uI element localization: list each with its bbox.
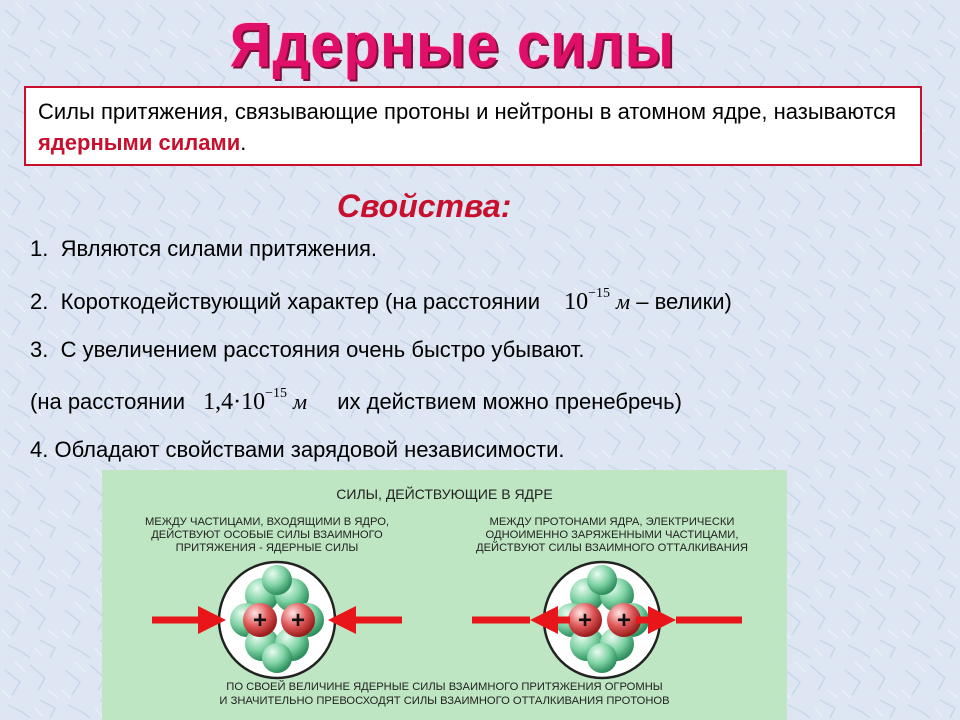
neutron: [262, 565, 292, 595]
distance-exponent: −15: [588, 286, 611, 301]
right-caption-line: МЕЖДУ ПРОТОНАМИ ЯДРА, ЭЛЕКТРИЧЕСКИ: [489, 516, 735, 528]
definition-end: .: [240, 130, 247, 155]
definition-box: [24, 86, 922, 166]
left-caption-line: МЕЖДУ ЧАСТИЦАМИ, ВХОДЯЩИМИ В ЯДРО,: [144, 516, 390, 528]
distance-formula: [564, 286, 631, 315]
property-2-number: 2.: [30, 289, 49, 314]
left-caption-line: ПРИТЯЖЕНИЯ - ЯДЕРНЫЕ СИЛЫ: [175, 542, 359, 554]
property-3-number: 3.: [30, 337, 49, 362]
property-2-text: Короткодействующий характер (на расстоянии: [60, 289, 541, 314]
proton-sign: +: [252, 607, 268, 634]
bottom-caption: [102, 680, 787, 708]
note-formula: [203, 386, 308, 415]
property-4: [30, 437, 564, 463]
figure-title: СИЛЫ, ДЕЙСТВУЮЩИЕ В ЯДРЕ: [336, 486, 553, 502]
left-nucleus: [219, 562, 335, 678]
property-1-text: Являются силами притяжения.: [60, 236, 378, 261]
proton-sign: +: [616, 607, 632, 634]
bottom-caption-line: ПО СВОЕЙ ВЕЛИЧИНЕ ЯДЕРНЫЕ СИЛЫ ВЗАИМНОГО ПРИТЯЖЕНИЯ ОГРОМНЫ: [226, 681, 663, 693]
note-exponent: −15: [265, 386, 288, 401]
bottom-caption-line: И ЗНАЧИТЕЛЬНО ПРЕВОСХОДЯТ СИЛЫ ВЗАИМНОГО ОТТАЛКИВАНИЯ ПРОТОНОВ: [219, 695, 670, 707]
property-3-text: С увеличением расстояния очень быстро убывают.: [60, 337, 585, 362]
right-caption-line: ОДНОИМЕННО ЗАРЯЖЕННЫМИ ЧАСТИЦАМИ,: [485, 529, 739, 541]
nuclear-forces-figure: [102, 470, 787, 720]
property-2: [30, 286, 732, 316]
property-1-number: 1.: [30, 236, 49, 261]
definition-text: Силы притяжения, связывающие протоны и нейтроны в атомном ядре, называются: [38, 99, 897, 124]
property-1: [30, 236, 377, 262]
distance-base: 10: [564, 289, 589, 315]
property-3: [30, 337, 585, 363]
distance-unit: м: [616, 289, 631, 314]
proton-sign: +: [577, 607, 593, 634]
right-caption-line: ДЕЙСТВУЮТ СИЛЫ ВЗАИМНОГО ОТТАЛКИВАНИЯ: [476, 542, 748, 554]
arrow-outward-right-head: [648, 606, 676, 634]
neutron: [587, 565, 617, 595]
property-3-note: [30, 386, 682, 416]
note-end: их действием можно пренебречь): [337, 389, 682, 414]
property-4-text: 4. Обладают свойствами зарядовой независимости.: [30, 437, 565, 462]
note-coef: 1,4·10: [203, 389, 266, 415]
neutron: [262, 643, 292, 673]
left-caption-line: ДЕЙСТВУЮТ ОСОБЫЕ СИЛЫ ВЗАИМНОГО: [151, 529, 383, 541]
page-title: Ядерные силы: [229, 10, 676, 81]
properties-heading: Свойства:: [337, 188, 512, 224]
property-2-end: – велики): [636, 289, 732, 314]
note-unit: м: [293, 389, 308, 414]
definition-highlight: ядерными силами: [38, 130, 241, 155]
neutron: [587, 643, 617, 673]
proton-sign: +: [290, 607, 306, 634]
note-text: (на расстоянии: [30, 389, 185, 414]
